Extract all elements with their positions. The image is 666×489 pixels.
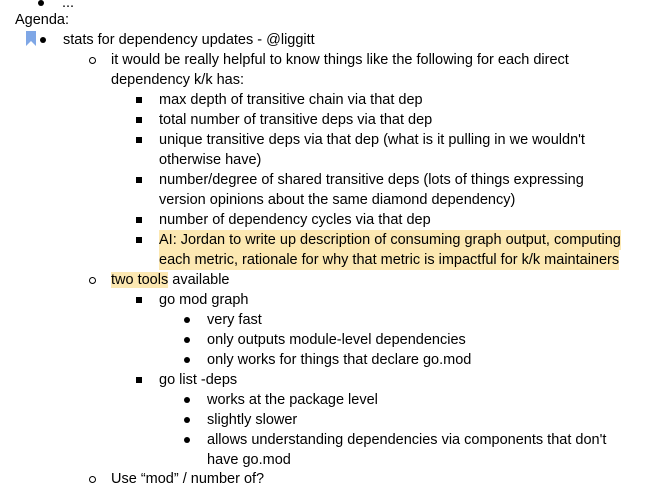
square-bullet-icon <box>133 290 145 310</box>
square-bullet-icon <box>133 230 145 250</box>
list-item-text: ... <box>62 0 75 11</box>
disc-bullet-icon <box>181 310 193 330</box>
square-bullet-icon <box>133 170 145 190</box>
action-item-text-highlighted: each metric, rationale for why that metric is impactful for k/k maintainers <box>159 252 620 268</box>
plain-text: available <box>168 272 230 288</box>
bookmark-icon[interactable] <box>26 31 36 46</box>
list-item-text: it would be really helpful to know things like the following for each direct <box>111 52 569 68</box>
list-item-text <box>111 270 230 290</box>
circle-bullet-icon <box>86 270 98 290</box>
square-bullet-icon <box>133 90 145 110</box>
metric-text: otherwise have) <box>159 152 262 168</box>
action-item-text-highlighted: AI: Jordan to write up description of consuming graph output, computing <box>159 232 621 248</box>
disc-bullet-icon <box>181 390 193 410</box>
tool-point-text: only works for things that declare go.mod <box>207 352 472 368</box>
tool-name: go mod graph <box>159 292 249 308</box>
list-item-text: dependency k/k has: <box>111 72 245 88</box>
tool-point-text: works at the package level <box>207 392 378 408</box>
tool-point-text: only outputs module-level dependencies <box>207 332 466 348</box>
disc-bullet-icon <box>181 430 193 450</box>
circle-bullet-icon <box>86 50 98 70</box>
cut-off-line <box>0 470 666 487</box>
square-bullet-icon <box>133 110 145 130</box>
tool-point-text: allows understanding dependencies via components that don't <box>207 432 607 448</box>
metric-text: number of dependency cycles via that dep <box>159 212 431 228</box>
agenda-heading: Agenda: <box>15 12 70 28</box>
highlighted-text: two tools <box>111 272 169 288</box>
disc-bullet-icon <box>37 30 49 50</box>
disc-bullet-icon <box>181 410 193 430</box>
metric-text: version opinions about the same diamond dependency) <box>159 192 516 208</box>
list-item-text: Use “mod” / number of? <box>111 471 265 487</box>
agenda-item-title: stats for dependency updates - @liggitt <box>63 32 315 48</box>
disc-bullet-icon <box>181 350 193 370</box>
metric-text: number/degree of shared transitive deps (lots of things expressing <box>159 172 584 188</box>
metric-text: unique transitive deps via that dep (what is it pulling in we wouldn't <box>159 132 585 148</box>
square-bullet-icon <box>133 210 145 230</box>
circle-bullet-icon <box>86 469 98 489</box>
tool-point-text: very fast <box>207 312 262 328</box>
tool-point-text: have go.mod <box>207 452 291 468</box>
square-bullet-icon <box>133 130 145 150</box>
tool-point-text: slightly slower <box>207 412 298 428</box>
metric-text: total number of transitive deps via that dep <box>159 112 433 128</box>
metric-text: max depth of transitive chain via that dep <box>159 92 423 108</box>
square-bullet-icon <box>133 370 145 390</box>
disc-bullet-icon <box>181 330 193 350</box>
tool-name: go list -deps <box>159 372 238 388</box>
